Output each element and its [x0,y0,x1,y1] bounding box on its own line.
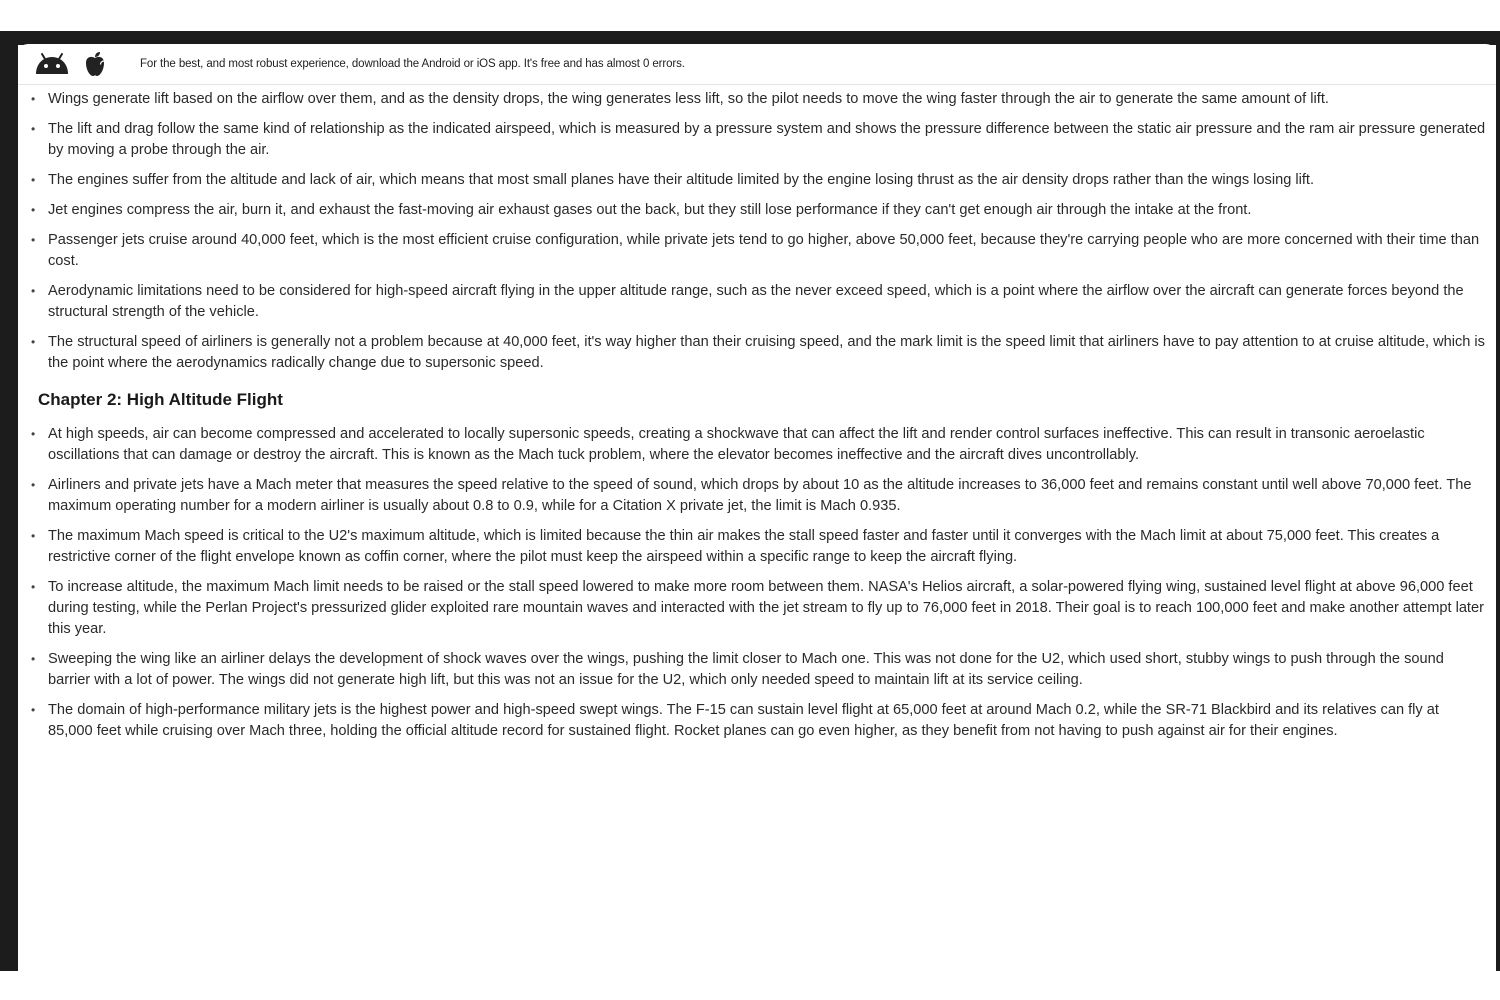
list-item: • At high speeds, air can become compressed and accelerated to locally supersonic speeds, creating a shockwave that can affect the lift and render control surfaces ineffective. This can result in transonic aeroelastic oscillations that can damage or destroy the aircraft. This is known as the Mach tuck problem, where the elevator becomes ineffective and the aircraft dives uncontrollably. [28,424,1486,466]
banner-text: For the best, and most robust experience, download the Android or iOS app. It's free and has almost 0 errors. [140,58,685,70]
list-item: • The structural speed of airliners is generally not a problem because at 40,000 feet, it's way higher than their cruising speed, and the mark limit is the speed limit that airliners have to pay attention to at cruise altitude, which is the point where the aerodynamics radically change due to supersonic speed. [28,332,1486,374]
list-item: • The domain of high-performance military jets is the highest power and high-speed swept wings. The F-15 can sustain level flight at 65,000 feet at around Mach 0.2, while the SR-71 Blackbird and its relatives can fly at 85,000 feet while cruising over Mach three, holding the official altitude record for sustained flight. Rocket planes can go even higher, as they benefit from not having to push against air for their engines. [28,700,1486,742]
list-item: • To increase altitude, the maximum Mach limit needs to be raised or the stall speed lowered to make more room between them. NASA's Helios aircraft, a solar-powered flying wing, sustained level flight at above 96,000 feet during testing, while the Perlan Project's pressurized glider exploited rare mountain waves and interacted with the jet stream to fly up to 76,000 feet in 2018. Their goal is to reach 100,000 feet and make another attempt later this year. [28,577,1486,640]
chapter2-bullet-list [28,424,1486,742]
list-item: • The lift and drag follow the same kind of relationship as the indicated airspeed, which is measured by a pressure system and shows the pressure difference between the static air pressure and the ram air pressure generated by moving a probe through the air. [28,119,1486,161]
list-item: • Passenger jets cruise around 40,000 feet, which is the most efficient cruise configuration, while private jets tend to go higher, above 50,000 feet, because they're carrying people who are more concerned with their time than cost. [28,230,1486,272]
list-item: • Jet engines compress the air, burn it, and exhaust the fast-moving air exhaust gases out the back, but they still lose performance if they can't get enough air through the intake at the front. [28,200,1486,221]
list-item: • The engines suffer from the altitude and lack of air, which means that most small planes have their altitude limited by the engine losing thrust as the air density drops rather than the wings losing lift. [28,170,1486,191]
android-icon[interactable] [32,51,72,77]
window-frame-left [0,31,18,971]
list-item: • The maximum Mach speed is critical to the U2's maximum altitude, which is limited because the thin air makes the stall speed faster and faster until it converges with the Mach limit at about 75,000 feet. This creates a restrictive corner of the flight envelope known as coffin corner, where the pilot must keep the airspeed within a specific range to keep the aircraft flying. [28,526,1486,568]
list-item: • Aerodynamic limitations need to be considered for high-speed aircraft flying in the upper altitude range, such as the never exceed speed, which is a point where the airflow over the aircraft can generate forces beyond the structural strength of the vehicle. [28,281,1486,323]
section1-bullet-list [28,89,1486,374]
summary-content [18,85,1496,742]
list-item: • Airliners and private jets have a Mach meter that measures the speed relative to the speed of sound, which drops by about 10 as the altitude increases to 36,000 feet and remains constant until well above 70,000 feet. The maximum operating number for a modern airliner is usually about 0.8 to 0.9, while for a Citation X private jet, the limit is Mach 0.935. [28,475,1486,517]
list-item: • Sweeping the wing like an airliner delays the development of shock waves over the wings, pushing the limit closer to Mach one. This was not done for the U2, which used short, stubby wings to push through the sound barrier with a lot of power. The wings did not generate high lift, but this was not an issue for the U2, which only needed speed to maintain lift at its service ceiling. [28,649,1486,691]
list-item: • Wings generate lift based on the airflow over them, and as the density drops, the wing generates less lift, so the pilot needs to move the wing faster through the air to generate the same amount of lift. [28,89,1486,110]
summary-sheet [18,44,1496,969]
apple-icon[interactable] [80,51,110,77]
window-frame-top [0,31,1500,45]
chapter-heading: Chapter 2: High Altitude Flight [38,390,283,409]
window-frame-right [1496,31,1500,971]
app-download-banner [18,44,1496,85]
